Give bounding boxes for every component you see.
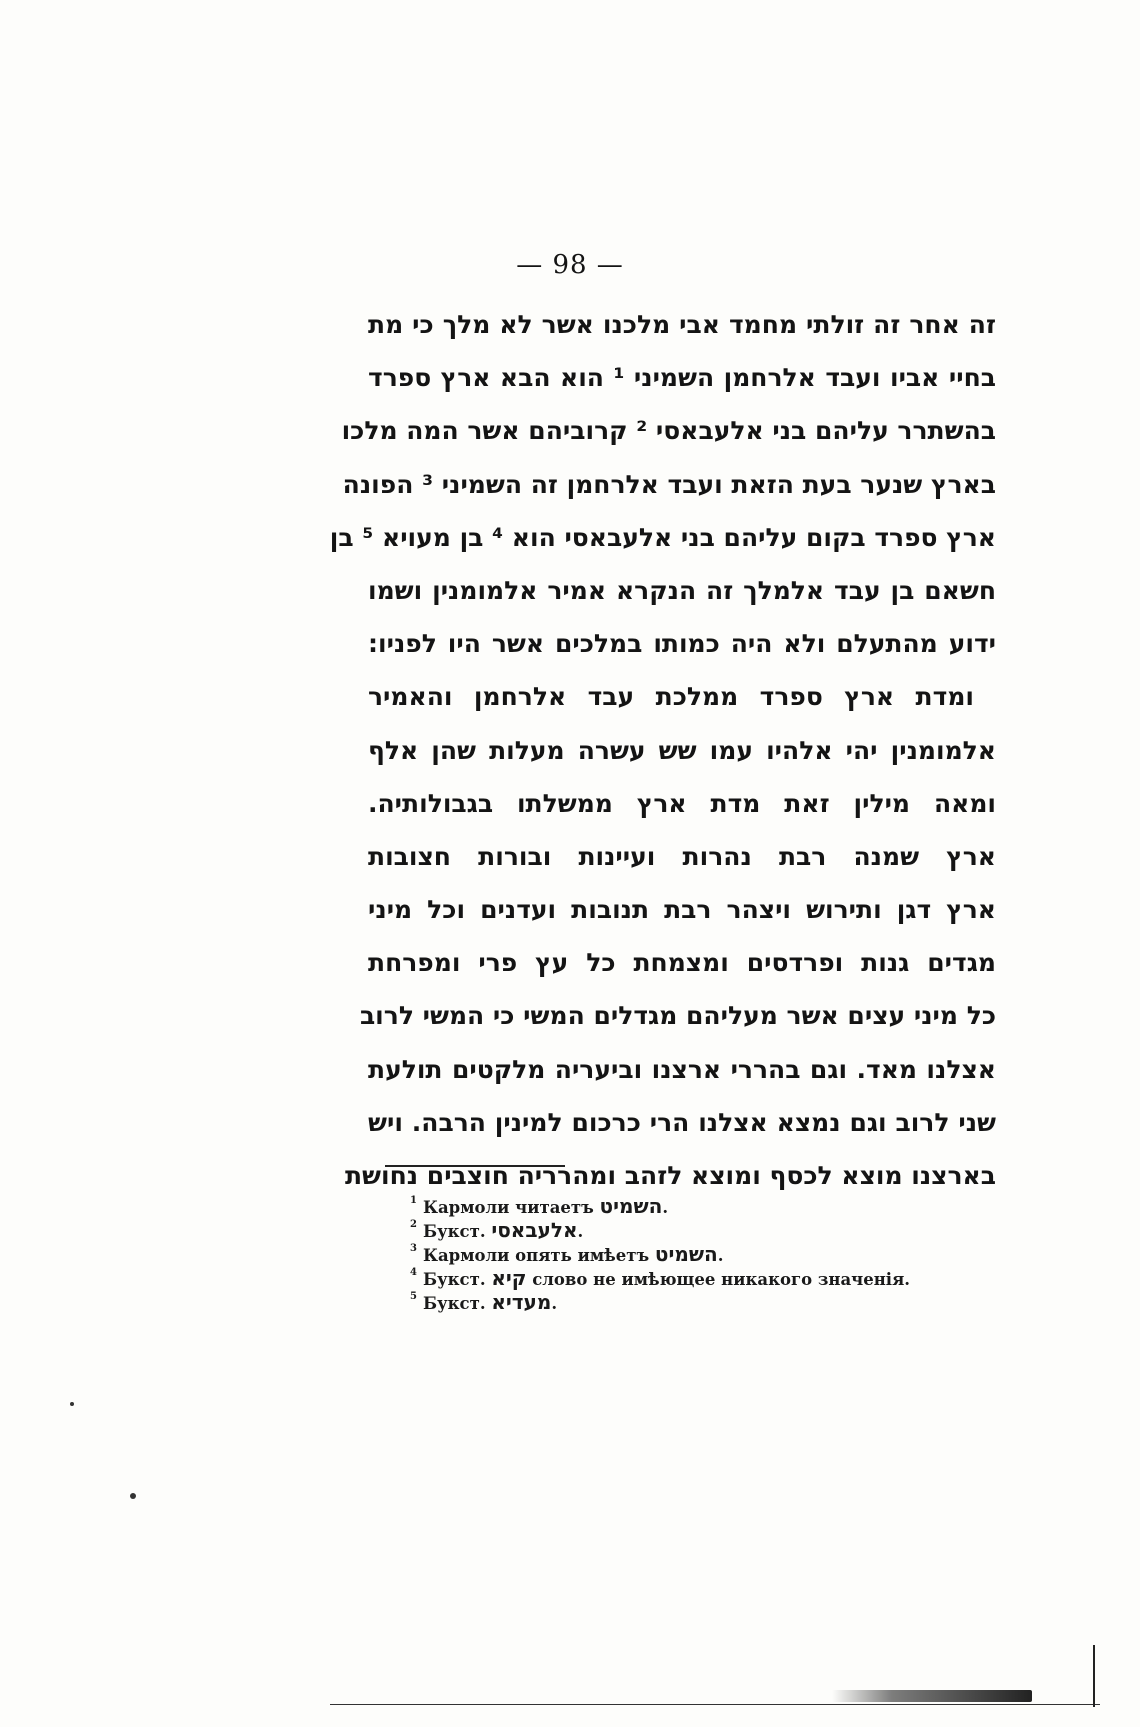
footnote-text: Кармоли читаетъ: [422, 1198, 594, 1217]
footnote-tail: .: [577, 1222, 584, 1241]
footnote-tail: .: [551, 1294, 558, 1313]
footnote-text: Букст.: [422, 1222, 486, 1241]
body-line: אלמומנין יהי אלהיו עמו שש עשרה מעלות שהן אלף: [368, 735, 996, 765]
footnote-number: 2: [410, 1219, 417, 1230]
page-number: — 98 —: [516, 250, 624, 280]
bottom-rule: [330, 1704, 1100, 1705]
footnote-text: Букст.: [422, 1270, 486, 1289]
body-line: שני לרוב וגם נמצא אצלנו הרי כרכום למינין הרבה. ויש: [368, 1107, 996, 1137]
footnote-hebrew: השמיט: [654, 1242, 718, 1266]
page-edge-mark: [1093, 1645, 1095, 1707]
body-line: ארץ ספרד בקום עליהם בני אלעבאסי הוא ⁴ בן מעויא ⁵ בן: [329, 522, 996, 552]
footnote-number: 5: [410, 1291, 417, 1302]
body-line: בחיי אביו ועבד אלרחמן השמיני ¹ הוא הבא ארץ ספרד: [368, 363, 996, 393]
body-line: בארצנו מוצא לכסף ומוצא לזהב ומהרריה חוצבים נחושת: [344, 1161, 996, 1190]
footnote-hebrew: מעדיא: [491, 1290, 552, 1314]
footnote-number: 3: [410, 1243, 417, 1254]
footnote: [410, 1242, 970, 1266]
body-line: ומדת ארץ ספרד ממלכת עבד אלרחמן והאמיר: [368, 682, 974, 712]
footnotes: [410, 1194, 970, 1314]
body-line: בארץ שנער בעת הזאת ועבד אלרחמן זה השמיני ³ הפונה: [342, 469, 996, 499]
body-line: ארץ דגן ותירוש ויצהר רבת תנובות ועדנים וכל מיני: [368, 895, 996, 925]
body-line: אצלנו מאד. וגם בהררי ארצנו וביעריה מלקטים תולעת: [368, 1054, 996, 1084]
footnote-divider: [385, 1165, 565, 1167]
body-line: כל מיני עצים אשר מעליהם מגדלים המשי כי המשי לרוב: [359, 1001, 996, 1031]
footnote-tail: .: [662, 1198, 669, 1217]
footnote: [410, 1266, 970, 1290]
body-line: ידוע מהתעלם ולא היה כמותו במלכים אשר היו לפניו:: [368, 629, 996, 659]
footnote: [410, 1194, 970, 1218]
body-line: מגדים גנות ופרדסים ומצמחת כל עץ פרי ומפרחת: [368, 948, 996, 978]
body-line: זה אחר זה זולתי מחמד אבי מלכנו אשר לא מלך כי מת: [368, 310, 996, 339]
body-line: חשאם בן עבד אלמלך זה הנקרא אמיר אלמומנין ושמו: [368, 575, 996, 605]
ink-speck: [130, 1493, 136, 1499]
footnote-number: 4: [410, 1267, 417, 1278]
footnote-text: Букст.: [422, 1294, 486, 1313]
body-line: בהשתרר עליהם בני אלעבאסי ² קרוביהם אשר המה מלכו: [341, 416, 996, 446]
footnote-tail: .: [717, 1246, 724, 1265]
footnote-number: 1: [410, 1195, 417, 1206]
ink-smudge: [832, 1690, 1032, 1702]
body-line: ומאה מילין זאת מדת ארץ ממשלתו בגבולותיה.: [368, 788, 996, 818]
body-line: ארץ שמנה רבת נהרות ועיינות ובורות חצובות: [368, 841, 996, 871]
footnote: [410, 1290, 970, 1314]
footnote-hebrew: קיא: [491, 1266, 527, 1290]
ink-speck: [70, 1402, 74, 1406]
body-text: [329, 298, 996, 1202]
footnote: [410, 1218, 970, 1242]
footnote-hebrew: אלעבאסי: [491, 1218, 578, 1242]
footnote-tail: слово не имѣющее никакого значенія.: [526, 1270, 911, 1289]
footnote-text: Кармоли опять имѣетъ: [422, 1246, 650, 1265]
footnote-hebrew: השמיט: [599, 1194, 663, 1218]
